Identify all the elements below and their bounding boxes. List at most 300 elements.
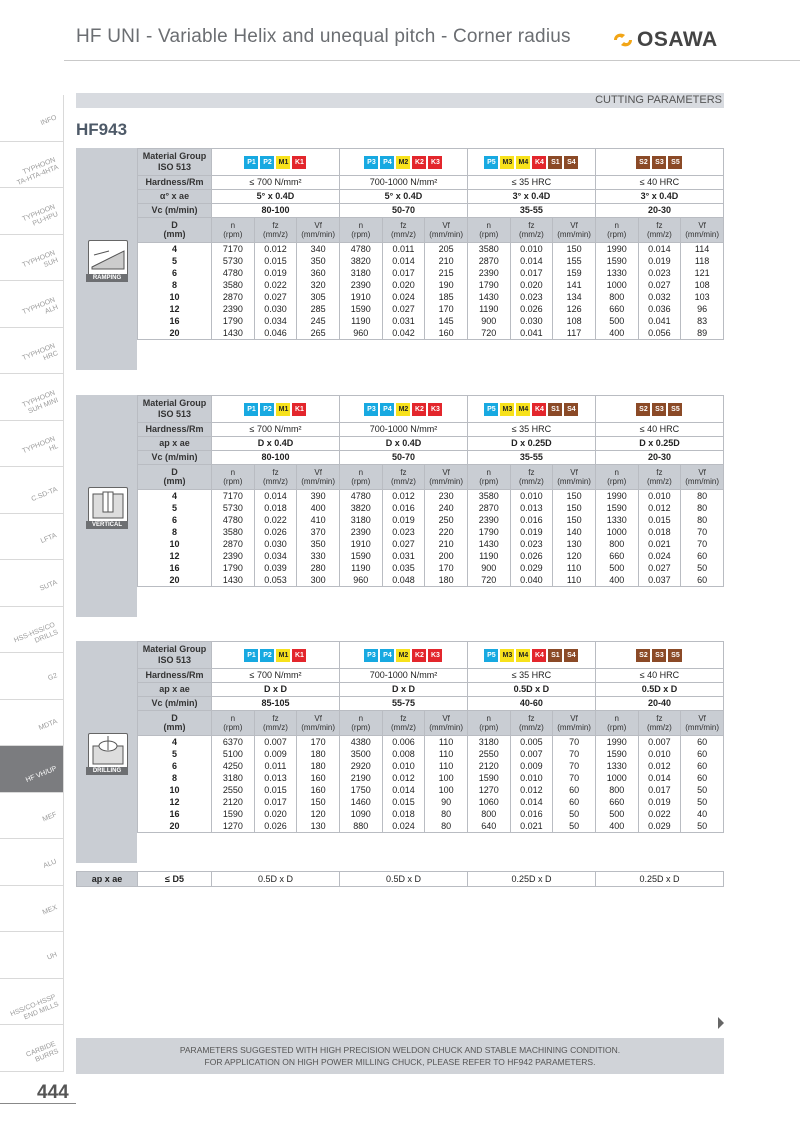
extra-value: 0.5D x D [340, 872, 468, 887]
value-cell: 89 [681, 327, 724, 340]
brand-name: OSAWA [637, 28, 718, 51]
value-cell: 7170 [212, 490, 255, 503]
sidebar-item[interactable] [0, 979, 64, 1026]
value-cell: 130 [553, 538, 596, 550]
value-cell: 100 [425, 772, 468, 784]
value-cell: 1000 [595, 772, 638, 784]
value-cell: 3180 [339, 514, 382, 526]
value-cell: 190 [425, 279, 468, 291]
value-cell: 0.020 [510, 279, 553, 291]
sidebar-item[interactable] [0, 514, 64, 561]
iso-badge: S5 [668, 649, 682, 662]
table-row [138, 327, 724, 340]
sidebar-item[interactable] [0, 281, 64, 328]
value-cell: 126 [553, 303, 596, 315]
value-cell: 80 [425, 808, 468, 820]
section-label: CUTTING PARAMETERS [595, 94, 722, 106]
param-value: 0.5D x D [595, 683, 723, 697]
value-cell: 114 [681, 243, 724, 256]
sidebar-item-label: TYPHOON HL [21, 435, 60, 456]
value-cell: 0.022 [254, 279, 297, 291]
col-header-d: D (mm) [138, 465, 212, 490]
diameter-cell: 16 [138, 315, 212, 327]
iso-badge: M3 [500, 403, 514, 416]
value-cell: 0.009 [254, 748, 297, 760]
value-cell: 5730 [212, 255, 255, 267]
value-cell: 2870 [467, 255, 510, 267]
value-cell: 120 [553, 550, 596, 562]
sidebar-item[interactable] [0, 95, 64, 142]
param-value: D x D [339, 683, 467, 697]
col-header-n: n (rpm) [595, 218, 638, 243]
value-cell: 1790 [212, 562, 255, 574]
sidebar-item[interactable] [0, 467, 64, 514]
param-label: α° x ae [138, 190, 212, 204]
sidebar-item[interactable] [0, 374, 64, 421]
value-cell: 265 [297, 327, 340, 340]
material-group-label: Material Group ISO 513 [138, 642, 212, 669]
value-cell: 0.056 [638, 327, 681, 340]
value-cell: 180 [425, 574, 468, 587]
value-cell: 0.048 [382, 574, 425, 587]
iso-badge: S4 [564, 649, 578, 662]
iso-badge: S5 [668, 403, 682, 416]
value-cell: 4380 [339, 736, 382, 749]
value-cell: 370 [297, 526, 340, 538]
value-cell: 0.046 [254, 327, 297, 340]
value-cell: 0.053 [254, 574, 297, 587]
table-row [138, 267, 724, 279]
value-cell: 1190 [339, 562, 382, 574]
cutting-parameter-table [137, 148, 724, 340]
value-cell: 108 [553, 315, 596, 327]
col-header-n: n (rpm) [467, 465, 510, 490]
iso-badge: P2 [260, 403, 274, 416]
value-cell: 360 [297, 267, 340, 279]
value-cell: 121 [681, 267, 724, 279]
value-cell: 50 [681, 796, 724, 808]
vc-label: Vc (m/min) [138, 451, 212, 465]
extra-value: 0.25D x D [468, 872, 596, 887]
sidebar-item-label: TYPHOON SUH MINI [21, 389, 60, 416]
value-cell: 350 [297, 538, 340, 550]
col-header-n: n (rpm) [595, 711, 638, 736]
product-code: HF943 [76, 120, 128, 139]
value-cell: 200 [425, 550, 468, 562]
value-cell: 83 [681, 315, 724, 327]
value-cell: 1190 [467, 303, 510, 315]
footer-note [76, 1038, 724, 1074]
value-cell: 1790 [467, 526, 510, 538]
table-row [138, 315, 724, 327]
material-group-label: Material Group ISO 513 [138, 149, 212, 176]
extra-value: 0.5D x D [212, 872, 340, 887]
iso-badge: K4 [532, 649, 546, 662]
value-cell: 0.026 [510, 303, 553, 315]
value-cell: 1590 [212, 808, 255, 820]
col-header-n: n (rpm) [212, 465, 255, 490]
diameter-cell: 20 [138, 820, 212, 833]
value-cell: 2550 [467, 748, 510, 760]
value-cell: 60 [681, 736, 724, 749]
iso-badge: P4 [380, 403, 394, 416]
table-row [138, 748, 724, 760]
col-header-vf: Vf (mm/min) [297, 465, 340, 490]
iso-badge: M1 [276, 403, 290, 416]
col-header-vf: Vf (mm/min) [425, 218, 468, 243]
value-cell: 0.014 [638, 772, 681, 784]
sidebar-item[interactable] [0, 1025, 64, 1072]
value-cell: 0.024 [382, 820, 425, 833]
value-cell: 800 [467, 808, 510, 820]
param-value: 3° x 0.4D [467, 190, 595, 204]
table-row [138, 303, 724, 315]
extra-label: ap x ae [77, 872, 138, 887]
value-cell: 118 [681, 255, 724, 267]
param-value: 5° x 0.4D [339, 190, 467, 204]
value-cell: 0.012 [382, 490, 425, 503]
iso-badge: P3 [364, 156, 378, 169]
iso-badge: S4 [564, 156, 578, 169]
col-header-n: n (rpm) [339, 218, 382, 243]
param-value: D x 0.4D [212, 437, 340, 451]
table-row [138, 562, 724, 574]
diameter-cell: 20 [138, 327, 212, 340]
value-cell: 50 [681, 820, 724, 833]
iso-badge: S3 [652, 156, 666, 169]
value-cell: 1270 [212, 820, 255, 833]
value-cell: 3180 [212, 772, 255, 784]
value-cell: 0.005 [510, 736, 553, 749]
table-row [138, 808, 724, 820]
extra-cond: ≤ D5 [138, 872, 212, 887]
sidebar-item-label: TYPHOON ALH [21, 296, 60, 316]
sidebar-item[interactable] [0, 607, 64, 654]
value-cell: 0.027 [382, 303, 425, 315]
value-cell: 900 [467, 315, 510, 327]
value-cell: 0.022 [254, 514, 297, 526]
iso-badge: S2 [636, 156, 650, 169]
iso-badge: P5 [484, 403, 498, 416]
sidebar-item[interactable] [0, 142, 64, 189]
iso-badge: S4 [564, 403, 578, 416]
value-cell: 800 [595, 538, 638, 550]
value-cell: 170 [425, 562, 468, 574]
iso-badge: P4 [380, 649, 394, 662]
value-cell: 1000 [595, 526, 638, 538]
diameter-cell: 10 [138, 784, 212, 796]
diameter-cell: 5 [138, 748, 212, 760]
diameter-cell: 20 [138, 574, 212, 587]
param-value: 5° x 0.4D [212, 190, 340, 204]
vc-value: 35-55 [467, 451, 595, 465]
diameter-cell: 16 [138, 562, 212, 574]
value-cell: 2870 [467, 502, 510, 514]
value-cell: 180 [297, 748, 340, 760]
value-cell: 0.036 [638, 303, 681, 315]
value-cell: 0.019 [254, 267, 297, 279]
value-cell: 60 [553, 784, 596, 796]
hardness-value: 700-1000 N/mm² [339, 423, 467, 437]
value-cell: 3580 [467, 243, 510, 256]
iso-badge: K3 [428, 156, 442, 169]
value-cell: 0.013 [510, 502, 553, 514]
value-cell: 1330 [595, 267, 638, 279]
value-cell: 120 [297, 808, 340, 820]
sidebar-item[interactable] [0, 653, 64, 700]
value-cell: 0.023 [638, 267, 681, 279]
value-cell: 1060 [467, 796, 510, 808]
value-cell: 0.024 [382, 291, 425, 303]
sidebar-item[interactable] [0, 421, 64, 468]
param-value: D x 0.4D [339, 437, 467, 451]
iso-badge: P4 [380, 156, 394, 169]
value-cell: 0.030 [254, 303, 297, 315]
value-cell: 0.016 [510, 808, 553, 820]
value-cell: 100 [425, 784, 468, 796]
value-cell: 3500 [339, 748, 382, 760]
sidebar-item[interactable] [0, 932, 64, 979]
col-header-fz: fz (mm/z) [510, 465, 553, 490]
diameter-cell: 5 [138, 255, 212, 267]
value-cell: 1910 [339, 291, 382, 303]
value-cell: 145 [425, 315, 468, 327]
value-cell: 5730 [212, 502, 255, 514]
value-cell: 0.031 [382, 315, 425, 327]
value-cell: 2190 [339, 772, 382, 784]
value-cell: 0.032 [638, 291, 681, 303]
value-cell: 1910 [339, 538, 382, 550]
value-cell: 720 [467, 574, 510, 587]
value-cell: 0.013 [254, 772, 297, 784]
value-cell: 1430 [467, 538, 510, 550]
value-cell: 3580 [212, 279, 255, 291]
value-cell: 340 [297, 243, 340, 256]
col-header-fz: fz (mm/z) [638, 218, 681, 243]
hardness-value: ≤ 35 HRC [467, 669, 595, 683]
value-cell: 305 [297, 291, 340, 303]
note-line: FOR APPLICATION ON HIGH POWER MILLING CHUCK, PLEASE REFER TO HF942 PARAMETERS. [204, 1057, 596, 1067]
value-cell: 0.010 [638, 490, 681, 503]
col-header-n: n (rpm) [339, 711, 382, 736]
value-cell: 0.017 [638, 784, 681, 796]
value-cell: 103 [681, 291, 724, 303]
note-line: PARAMETERS SUGGESTED WITH HIGH PRECISION WELDON CHUCK AND STABLE MACHINING CONDITION. [179, 1045, 621, 1055]
col-header-vf: Vf (mm/min) [553, 218, 596, 243]
hardness-label: Hardness/Rm [138, 176, 212, 190]
value-cell: 0.021 [638, 538, 681, 550]
value-cell: 1750 [339, 784, 382, 796]
value-cell: 80 [681, 502, 724, 514]
value-cell: 6370 [212, 736, 255, 749]
value-cell: 500 [595, 315, 638, 327]
value-cell: 215 [425, 267, 468, 279]
sidebar-item[interactable] [0, 700, 64, 747]
col-header-vf: Vf (mm/min) [553, 465, 596, 490]
value-cell: 0.019 [638, 796, 681, 808]
sidebar-item-label: C.SD-TA [30, 486, 59, 503]
value-cell: 2390 [339, 279, 382, 291]
diameter-cell: 5 [138, 502, 212, 514]
value-cell: 0.017 [382, 267, 425, 279]
value-cell: 0.015 [382, 796, 425, 808]
value-cell: 960 [339, 574, 382, 587]
value-cell: 960 [339, 327, 382, 340]
value-cell: 150 [553, 502, 596, 514]
cutting-parameter-table [137, 395, 724, 587]
value-cell: 660 [595, 550, 638, 562]
value-cell: 0.010 [638, 748, 681, 760]
sidebar-item[interactable] [0, 746, 64, 793]
sidebar-item-label: HSS/CO-HSSP END MILLS [9, 993, 60, 1022]
section-bar [76, 93, 724, 108]
value-cell: 1330 [595, 514, 638, 526]
sidebar-item-label: MEF [41, 811, 59, 824]
sidebar-item[interactable] [0, 839, 64, 886]
col-header-fz: fz (mm/z) [382, 465, 425, 490]
value-cell: 0.041 [638, 315, 681, 327]
value-cell: 2390 [212, 303, 255, 315]
diameter-cell: 10 [138, 538, 212, 550]
value-cell: 220 [425, 526, 468, 538]
value-cell: 0.010 [510, 490, 553, 503]
sidebar-item[interactable] [0, 886, 64, 933]
sidebar-item[interactable] [0, 560, 64, 607]
iso-badge: P5 [484, 156, 498, 169]
col-header-vf: Vf (mm/min) [681, 465, 724, 490]
value-cell: 159 [553, 267, 596, 279]
value-cell: 0.008 [382, 748, 425, 760]
value-cell: 410 [297, 514, 340, 526]
value-cell: 40 [681, 808, 724, 820]
next-page-arrow-icon[interactable] [718, 1017, 724, 1029]
value-cell: 0.030 [510, 315, 553, 327]
sidebar [0, 95, 64, 1072]
iso-badge: K4 [532, 403, 546, 416]
value-cell: 2390 [467, 514, 510, 526]
value-cell: 170 [425, 303, 468, 315]
logo-mark-icon [612, 31, 634, 49]
value-cell: 1000 [595, 279, 638, 291]
value-cell: 0.012 [254, 243, 297, 256]
value-cell: 110 [553, 562, 596, 574]
value-cell: 130 [297, 820, 340, 833]
value-cell: 1430 [467, 291, 510, 303]
value-cell: 2390 [467, 267, 510, 279]
hardness-value: ≤ 700 N/mm² [212, 423, 340, 437]
hardness-label: Hardness/Rm [138, 423, 212, 437]
value-cell: 4780 [212, 267, 255, 279]
iso-badge: P2 [260, 156, 274, 169]
value-cell: 180 [297, 760, 340, 772]
value-cell: 150 [553, 514, 596, 526]
param-value: 3° x 0.4D [595, 190, 723, 204]
value-cell: 0.018 [254, 502, 297, 514]
sidebar-item-label: MEX [41, 904, 59, 917]
vc-value: 55-75 [339, 697, 467, 711]
col-header-d: D (mm) [138, 218, 212, 243]
iso-badge: S2 [636, 649, 650, 662]
iso-badge: K2 [412, 403, 426, 416]
value-cell: 0.022 [638, 808, 681, 820]
value-cell: 0.014 [382, 255, 425, 267]
value-cell: 0.015 [254, 255, 297, 267]
value-cell: 0.027 [638, 562, 681, 574]
page-number: 444 [37, 1082, 69, 1103]
diameter-cell: 4 [138, 736, 212, 749]
value-cell: 70 [553, 736, 596, 749]
iso-badge: K1 [292, 649, 306, 662]
value-cell: 3820 [339, 255, 382, 267]
iso-badge: P1 [244, 403, 258, 416]
value-cell: 96 [681, 303, 724, 315]
value-cell: 0.026 [254, 820, 297, 833]
table-row [138, 574, 724, 587]
table-row [138, 502, 724, 514]
cutting-parameter-table [137, 641, 724, 833]
value-cell: 2870 [212, 291, 255, 303]
sidebar-item[interactable] [0, 235, 64, 282]
value-cell: 0.027 [382, 538, 425, 550]
vc-value: 20-40 [595, 697, 723, 711]
value-cell: 185 [425, 291, 468, 303]
value-cell: 2920 [339, 760, 382, 772]
value-cell: 80 [681, 490, 724, 503]
value-cell: 150 [297, 796, 340, 808]
value-cell: 500 [595, 808, 638, 820]
iso-badge: S1 [548, 403, 562, 416]
table-row [138, 760, 724, 772]
value-cell: 330 [297, 550, 340, 562]
value-cell: 400 [595, 574, 638, 587]
hardness-value: ≤ 700 N/mm² [212, 669, 340, 683]
sidebar-item[interactable] [0, 188, 64, 235]
table-row [138, 538, 724, 550]
value-cell: 60 [681, 748, 724, 760]
table-row [138, 784, 724, 796]
value-cell: 0.012 [510, 784, 553, 796]
col-header-vf: Vf (mm/min) [425, 711, 468, 736]
value-cell: 90 [425, 796, 468, 808]
value-cell: 250 [425, 514, 468, 526]
operation-icon-cell [76, 395, 137, 617]
vc-value: 20-30 [595, 451, 723, 465]
value-cell: 4250 [212, 760, 255, 772]
value-cell: 70 [681, 526, 724, 538]
col-header-n: n (rpm) [467, 711, 510, 736]
sidebar-item[interactable] [0, 793, 64, 840]
iso-badge: M4 [516, 403, 530, 416]
sidebar-item-label: G2 [46, 672, 59, 683]
table-row [138, 736, 724, 749]
value-cell: 60 [553, 796, 596, 808]
value-cell: 1590 [339, 550, 382, 562]
table-row [138, 243, 724, 256]
diameter-cell: 4 [138, 243, 212, 256]
iso-badge: S1 [548, 649, 562, 662]
value-cell: 4780 [212, 514, 255, 526]
value-cell: 50 [553, 820, 596, 833]
value-cell: 0.026 [254, 526, 297, 538]
value-cell: 1990 [595, 490, 638, 503]
iso-badge: S3 [652, 649, 666, 662]
value-cell: 108 [681, 279, 724, 291]
value-cell: 1190 [467, 550, 510, 562]
col-header-vf: Vf (mm/min) [681, 218, 724, 243]
value-cell: 0.039 [254, 562, 297, 574]
sidebar-item[interactable] [0, 328, 64, 375]
vc-label: Vc (m/min) [138, 697, 212, 711]
